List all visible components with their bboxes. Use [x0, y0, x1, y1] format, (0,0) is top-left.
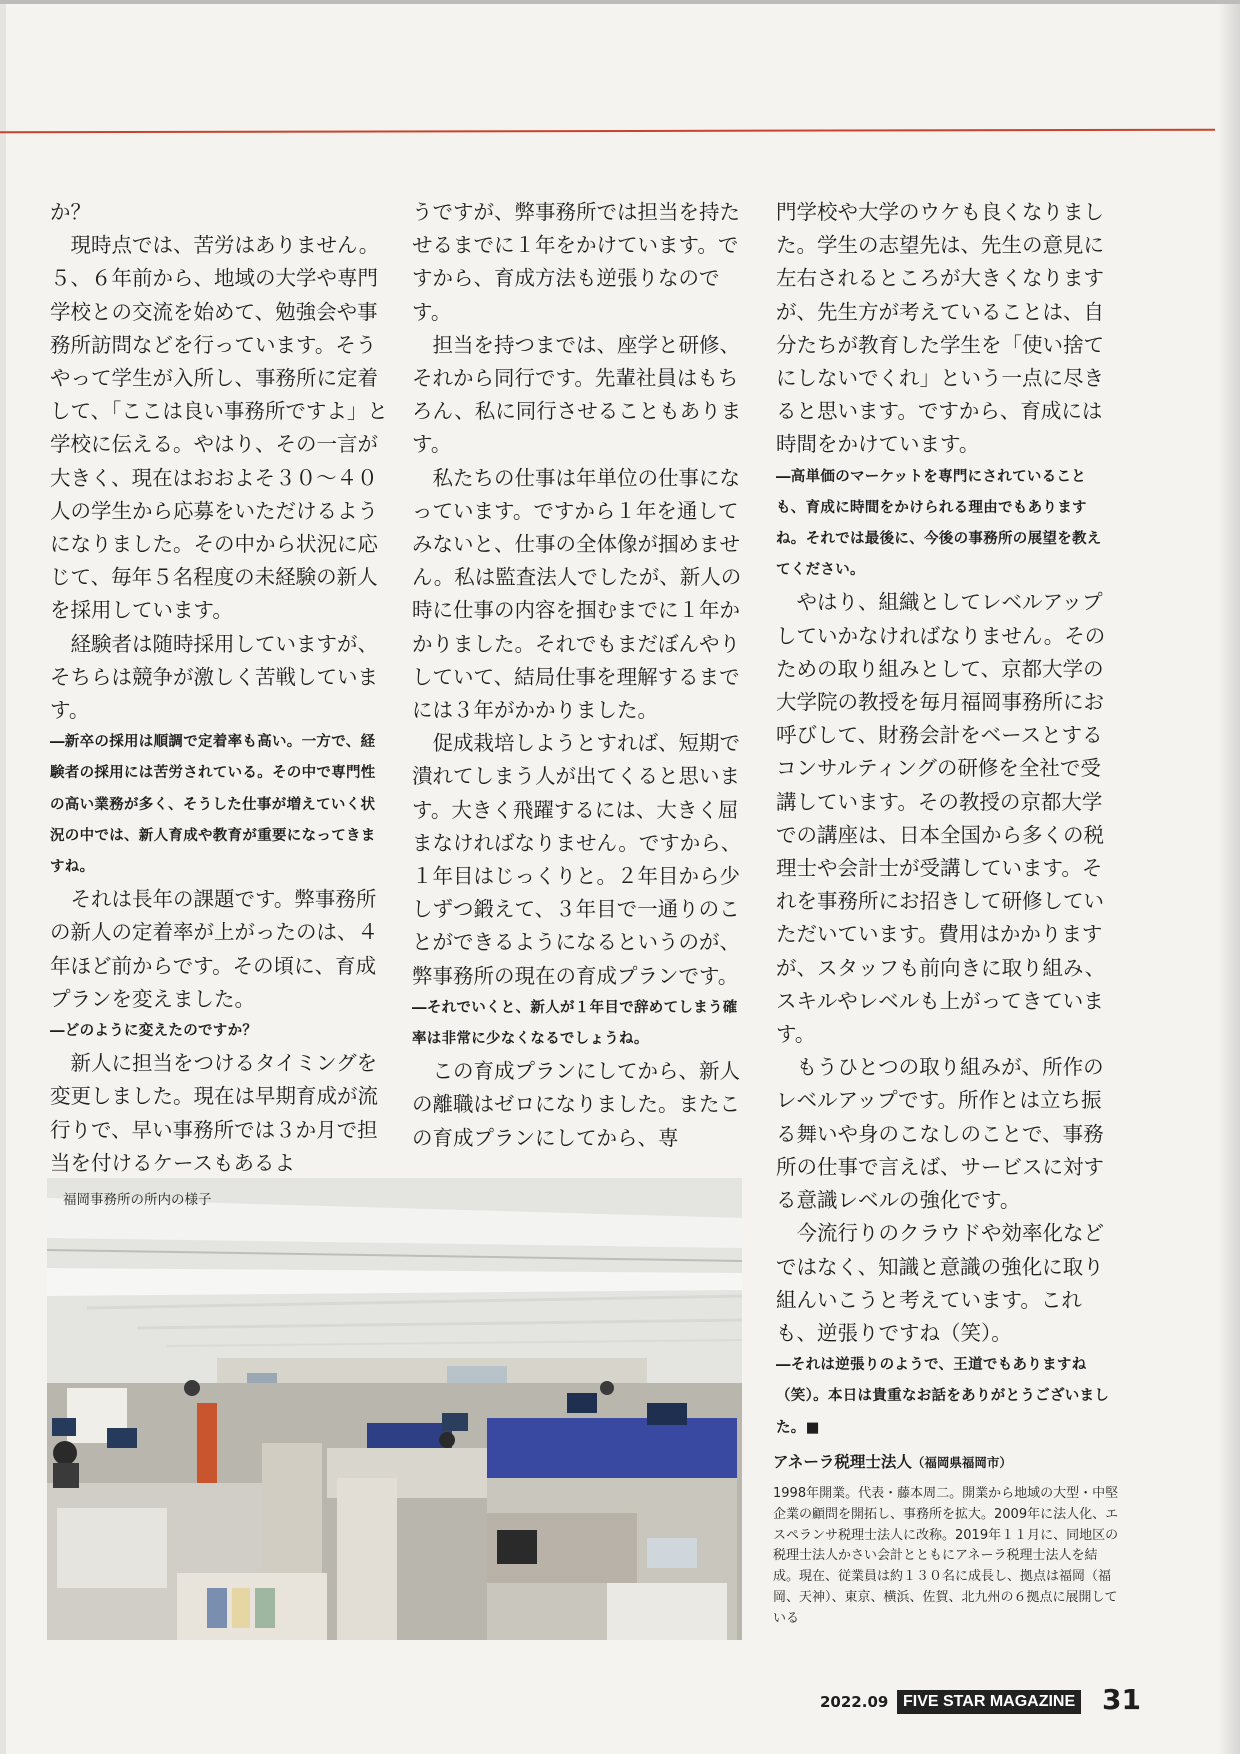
answer-paragraph: 現時点では、苦労はありません。５、６年前から、地域の大学や専門学校との交流を始めて、勉強会や事務所訪問などを行っています。そうやって学生が入所し、事務所に定着して、「ここは良い事務所ですよ」と学校に伝える。やはり、その一言が大きく、現在はおおよそ３０～４０人の学生から応募をいただけるようになりました。その中から状況に応じて、毎年５名程度の未経験の新人を採用しています。 — [50, 233, 388, 623]
profile-name: アネーラ税理士法人 — [773, 1453, 912, 1471]
answer-paragraph: 経験者は随時採用していますが、そちらは競争が激しく苦戦しています。 — [50, 631, 378, 723]
answer-paragraph: か？ — [50, 200, 91, 224]
answer-paragraph: この育成プランにしてから、新人の離職はゼロになりました。またこの育成プランにしてから、専 — [412, 1059, 740, 1150]
answer-paragraph: 門学校や大学のウケも良くなりました。学生の志望先は、先生の意見に左右されるところが大きくなりますが、先生方が考えていることは、自分たちが教育した学生を「使い捨てにしないでくれ」という一点に尽きると思います。ですから、育成には時間をかけています。 — [776, 200, 1104, 457]
interviewer-question: ―高単価のマーケットを専門にされていることも、育成に時間をかけられる理由でもありますね。それでは最後に、今後の事務所の展望を教えてください。 — [776, 468, 1102, 579]
answer-paragraph: うですが、弊事務所では担当を持たせるまでに１年をかけています。ですから、育成方法も逆張りなのです。 — [412, 200, 740, 324]
page-edge-shadow — [0, 0, 6, 1754]
answer-paragraph: 担当を持つまでは、座学と研修、それから同行です。先輩社員はもちろん、私に同行させることもあります。 — [412, 332, 742, 457]
answer-paragraph: 促成栽培しようとすれば、短期で潰れてしまう人が出てくると思います。大きく飛躍するには、大きく屈まなければなりません。ですから、１年目はじっくりと。２年目から少しずつ鍛えて、３年目で一通りのことができるようになるというのが、弊事務所の現在の育成プランです。 — [412, 731, 742, 988]
profile-location: （福岡県福岡市） — [911, 1455, 1012, 1470]
interviewer-question: ―どのように変えたのですか？ — [50, 1023, 258, 1040]
office-photo-illustration — [47, 1178, 742, 1640]
article-column-2 — [412, 196, 752, 1155]
photo-caption: 福岡事務所の所内の様子 — [63, 1192, 212, 1208]
answer-paragraph: 今流行りのクラウドや効率化などではなく、知識と意識の強化に取り組んいこうと考えています。これも、逆張りですね（笑）。 — [776, 1221, 1104, 1345]
answer-paragraph: それは長年の課題です。弊事務所の新人の定着率が上がったのは、４年ほど前からです。その頃に、育成プランを変えました。 — [50, 887, 378, 1011]
interviewer-question: ―新卒の採用は順調で定着率も高い。一方で、経験者の採用には苦労されている。その中で専門性の高い業務が多く、そうした仕事が増えていく状況の中では、新人育成や教育が重要になってきますね。 — [50, 734, 376, 876]
answer-paragraph: やはり、組織としてレベルアップしていかなければなりません。そのための取り組みとして、京都大学の大学院の教授を毎月福岡事務所にお呼びして、財務会計をベースとするコンサルティングの研修を全社で受講しています。その教授の京都大学での講座は、日本全国から多くの税理士や会計士が受講しています。それを事務所にお招きして研修していただいています。費用はかかりますが、スタッフも前向きに取り組み、スキルやレベルも上がってきています。 — [776, 590, 1106, 1047]
profile-body: 1998年開業。代表・藤本周二。開業から地域の大型・中堅企業の顧問を開拓し、事務所を拡大。2009年に法人化、エスペランサ税理士法人に改称。2019年１１月に、同地区の税理士法人かさい会計とともにアネーラ税理士法人を結成。現在、従業員は約１３０名に成長し、拠点は福岡（福岡、天神）、東京、横浜、佐賀、北九州の６拠点に展開している — [773, 1486, 1119, 1626]
article-column-1 — [50, 196, 390, 1180]
page-gutter-shadow — [1218, 0, 1240, 1754]
office-photo — [47, 1178, 742, 1640]
answer-paragraph: もうひとつの取り組みが、所作のレベルアップです。所作とは立ち振る舞いや身のこなしのことで、事務所の仕事で言えば、サービスに対する意識レベルの強化です。 — [776, 1055, 1104, 1213]
answer-paragraph: 私たちの仕事は年単位の仕事になっています。ですから１年を通してみないと、仕事の全体像が掴めません。私は監査法人でしたが、新人の時に仕事の内容を掴むまでに１年かかりました。それでもまだぼんやりしていて、結局仕事を理解するまでには３年がかかりました。 — [412, 465, 742, 723]
interviewer-question: ―それでいくと、新人が１年目で辞めてしまう確率は非常に少なくなるでしょうね。 — [412, 999, 738, 1048]
page-number: 31 — [1102, 1683, 1141, 1716]
issue-date: 2022.09 — [820, 1693, 889, 1711]
answer-paragraph: 新人に担当をつけるタイミングを変更しました。現在は早期育成が流行りで、早い事務所では３か月で担当を付けるケースもあるよ — [50, 1051, 378, 1175]
page-top-edge — [0, 0, 1240, 4]
profile-title — [773, 1450, 1012, 1472]
magazine-name: FIVE STAR MAGAZINE — [897, 1690, 1081, 1714]
interviewer-question: ―それは逆張りのようで、王道でもありますね（笑）。本日は貴重なお話をありがとうございました。■ — [776, 1357, 1110, 1436]
header-rule — [0, 129, 1215, 134]
article-column-3 — [776, 196, 1114, 1444]
